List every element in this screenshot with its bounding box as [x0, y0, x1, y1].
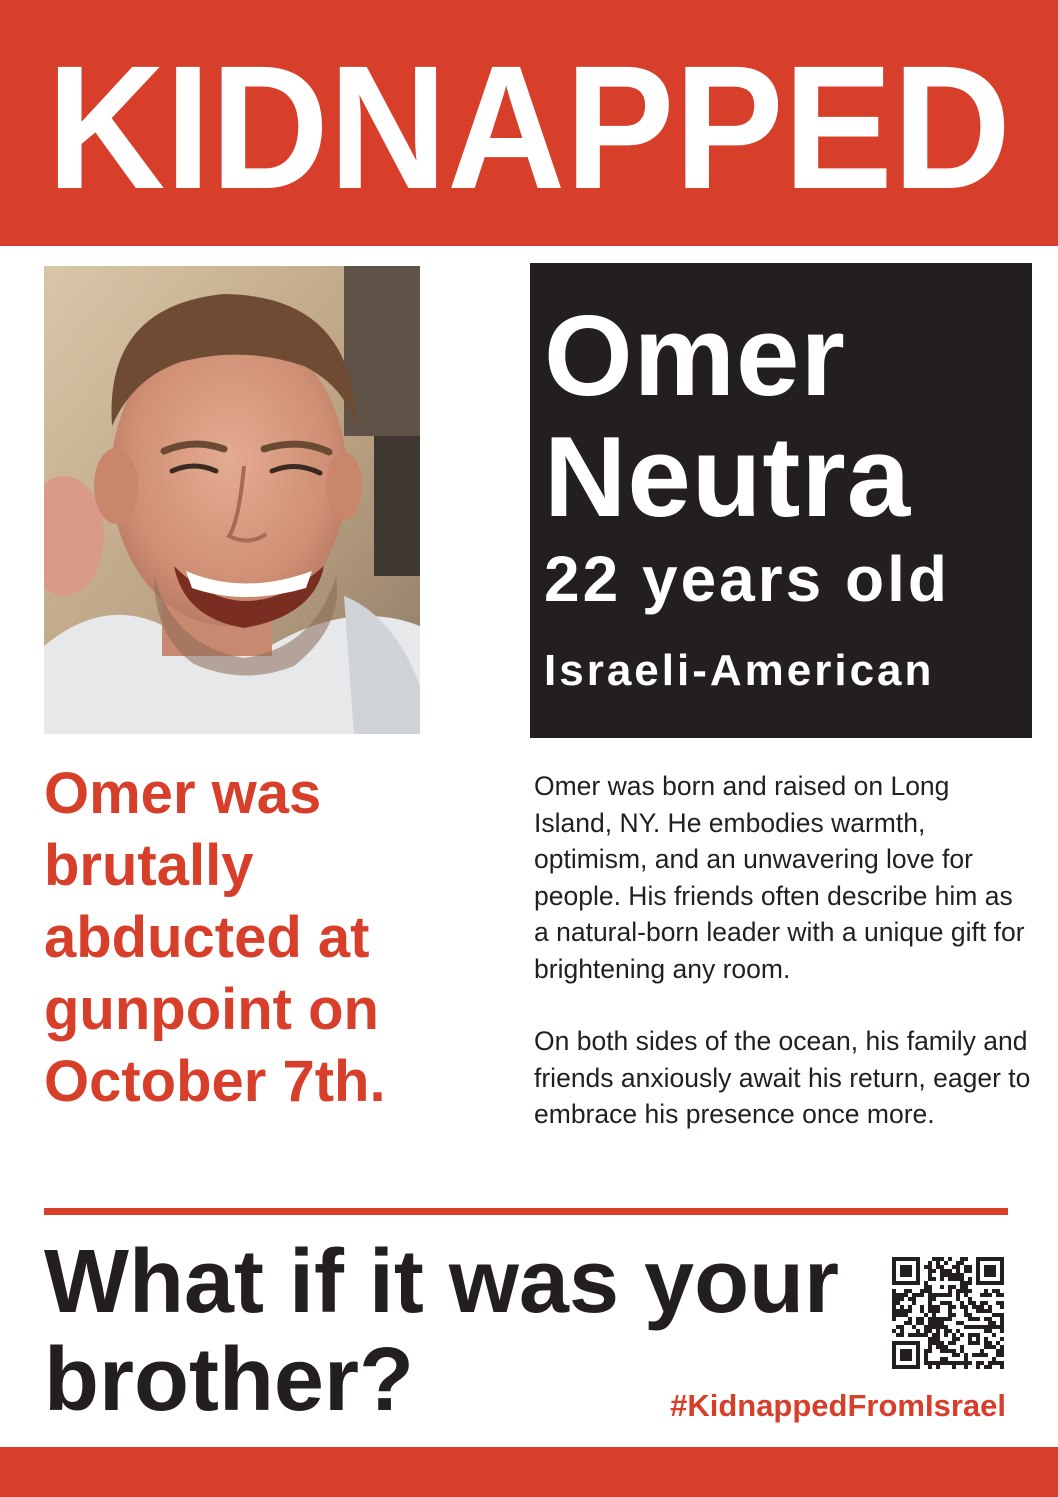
footer-bar — [0, 1447, 1058, 1497]
section-divider — [44, 1208, 1008, 1215]
name-card — [530, 263, 1032, 738]
headline-line: gunpoint on — [44, 977, 379, 1042]
qr-code-icon[interactable] — [892, 1257, 1004, 1369]
abduction-headline — [44, 758, 484, 1118]
banner-title: KIDNAPPED — [46, 30, 1012, 226]
bio-paragraph-1: Omer was born and raised on Long Island, NY. He embodies warmth, optimism, and an unwavering love for people. His friends often describe him as a natural-born leader with a unique gift for brightening any room. — [534, 771, 1025, 984]
portrait-photo — [44, 266, 420, 734]
headline-line: abducted at — [44, 905, 370, 970]
headline-line: brutally — [44, 833, 254, 898]
question-line-1: What if it was your — [44, 1232, 840, 1332]
first-name: Omer — [544, 293, 846, 420]
headline-line: Omer was — [44, 761, 322, 826]
headline-line: October 7th. — [44, 1049, 386, 1114]
nationality-label: Israeli-American — [544, 646, 935, 695]
question-line-2: brother? — [44, 1330, 414, 1430]
age-label: 22 years old — [544, 543, 950, 615]
hashtag: #KidnappedFromIsrael — [670, 1388, 1006, 1423]
biography — [534, 768, 1034, 1169]
last-name: Neutra — [544, 414, 912, 541]
kidnapped-banner — [0, 0, 1058, 246]
bio-paragraph-2: On both sides of the ocean, his family and friends anxiously await his return, eager to embrace his presence once more. — [534, 1026, 1031, 1129]
